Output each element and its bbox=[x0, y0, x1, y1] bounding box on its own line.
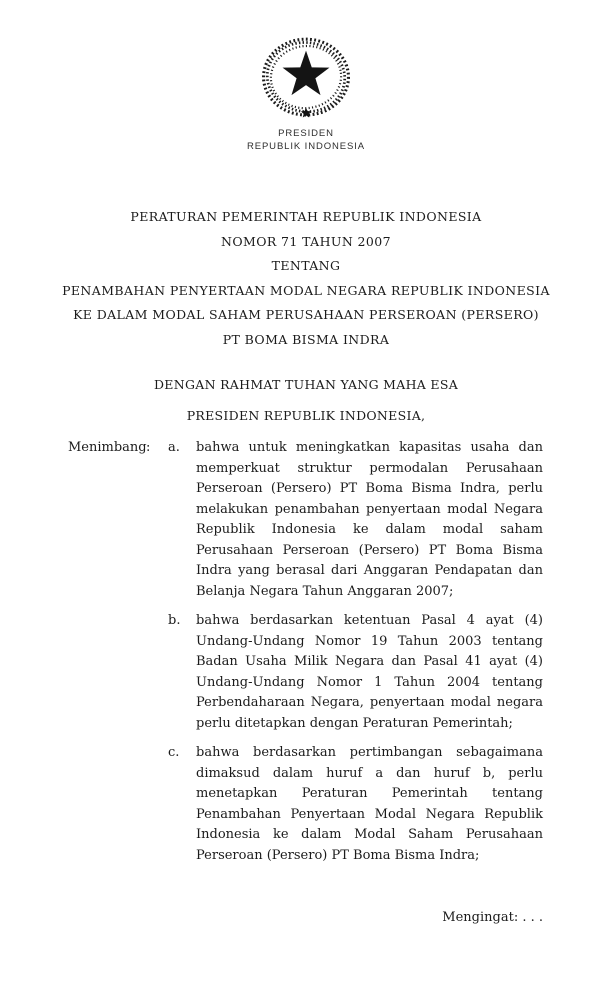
considering-items bbox=[168, 438, 543, 866]
title-line-subject-3: PT BOMA BISMA INDRA bbox=[222, 331, 390, 347]
title-line-subject-1: PENAMBAHAN PENYERTAAN MODAL NEGARA REPUBLIK INDONESIA bbox=[62, 282, 550, 298]
star-wreath-emblem-icon bbox=[259, 36, 353, 120]
title-line-subject-2: KE DALAM MODAL SAHAM PERUSAHAAN PERSEROAN (PERSERO) bbox=[73, 307, 539, 322]
considering-separator: : bbox=[146, 440, 151, 455]
item-letter: c. bbox=[168, 745, 180, 760]
item-letter: b. bbox=[168, 613, 181, 628]
preamble bbox=[0, 373, 612, 428]
title-line-regulation: PERATURAN PEMERINTAH REPUBLIK INDONESIA bbox=[130, 209, 482, 224]
catchword-mengingat: Mengingat: . . . bbox=[442, 910, 543, 925]
preamble-authority: PRESIDEN REPUBLIK INDONESIA, bbox=[186, 408, 426, 423]
letterhead-republik-indonesia: REPUBLIK INDONESIA bbox=[246, 141, 366, 152]
item-letter: a. bbox=[168, 440, 180, 455]
item-text: bahwa untuk meningkatkan kapasitas usaha dan memperkuat struktur permodalan Perusahaan Perseroan (Persero) PT Boma Bisma Indra, perlu melakukan penambahan penyertaan modal Negara Republik Indonesia ke dalam modal saham Perusahaan Perseroan (Persero) PT Boma Bisma Indra yang berasal dari Anggaran Pendapatan dan Belanja Negara Tahun Anggaran 2007; bbox=[196, 440, 543, 599]
letterhead-text bbox=[0, 127, 612, 153]
considering-item-b bbox=[168, 611, 543, 734]
letterhead bbox=[0, 0, 612, 153]
considering-item-c bbox=[168, 743, 543, 866]
letterhead-presiden: PRESIDEN bbox=[278, 128, 334, 139]
item-text: bahwa berdasarkan ketentuan Pasal 4 ayat (4) Undang-Undang Nomor 19 Tahun 2003 tentang Badan Usaha Milik Negara dan Pasal 41 ayat (4) Undang-Undang Nomor 1 Tahun 2004 tentang Perbendaharaan Negara, penyertaan modal negara perlu ditetapkan dengan Peraturan Pemerintah; bbox=[196, 613, 543, 731]
considering-label: Menimbang bbox=[68, 440, 147, 455]
title-line-tentang: TENTANG bbox=[271, 258, 341, 273]
item-text: bahwa berdasarkan pertimbangan sebagaimana dimaksud dalam huruf a dan huruf b, perlu menetapkan Peraturan Pemerintah tentang Penambahan Penyertaan Modal Negara Republik Indonesia ke dalam Modal Saham Perusahaan Perseroan (Persero) PT Boma Bisma Indra; bbox=[196, 745, 543, 863]
considering-item-a bbox=[168, 438, 543, 602]
title-line-number: NOMOR 71 TAHUN 2007 bbox=[221, 233, 391, 249]
considering-section bbox=[68, 438, 543, 866]
regulation-title bbox=[0, 205, 612, 352]
preamble-invocation: DENGAN RAHMAT TUHAN YANG MAHA ESA bbox=[153, 377, 459, 392]
